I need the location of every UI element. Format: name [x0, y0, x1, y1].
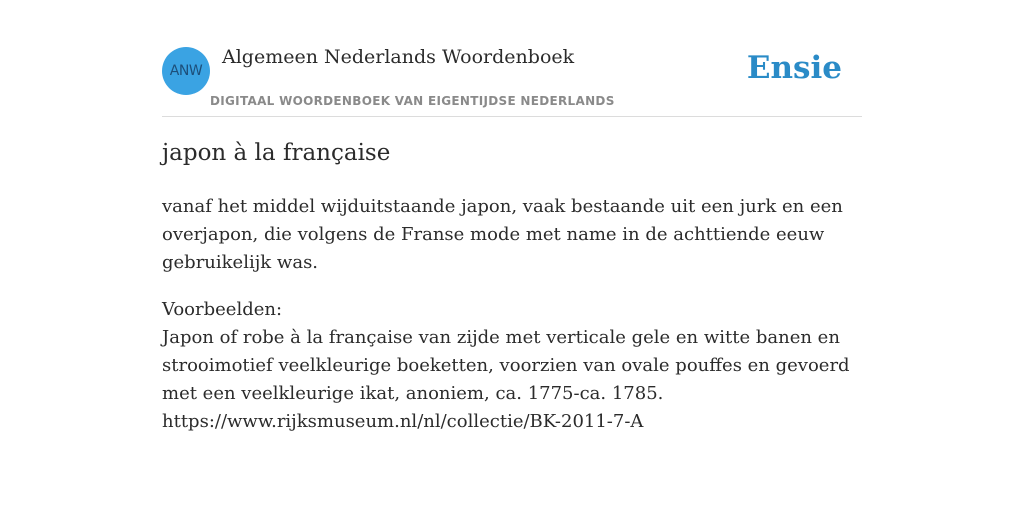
examples-label: Voorbeelden:: [162, 299, 283, 320]
entry-definition: vanaf het middel wijduitstaande japon, vaak bestaande uit een jurk en een overjapon, die volgens de Franse mode met name in de achttiende eeuw gebruikelijk was.: [162, 196, 843, 273]
entry-headword: japon à la française: [162, 140, 391, 166]
site-header: [162, 0, 862, 117]
logo-text: ANW: [169, 63, 203, 79]
anw-logo[interactable]: [162, 47, 210, 95]
examples-section: [162, 296, 862, 436]
site-title[interactable]: Algemeen Nederlands Woordenboek: [222, 46, 575, 68]
example-url: https://www.rijksmuseum.nl/nl/collectie/BK-2011-7-A: [162, 411, 644, 432]
page-container: [162, 0, 862, 432]
example-text: Japon of robe à la française van zijde met verticale gele en witte banen en strooimotief veelkleurige boeketten, voorzien van ovale pouffes en gevoerd met een veelkleurige ikat, anoniem, ca. 1775-ca. 1785.: [162, 327, 850, 404]
site-subtitle: DIGITAAL WOORDENBOEK VAN EIGENTIJDSE NEDERLANDS: [210, 94, 615, 108]
ensie-logo[interactable]: Ensie: [746, 50, 842, 86]
